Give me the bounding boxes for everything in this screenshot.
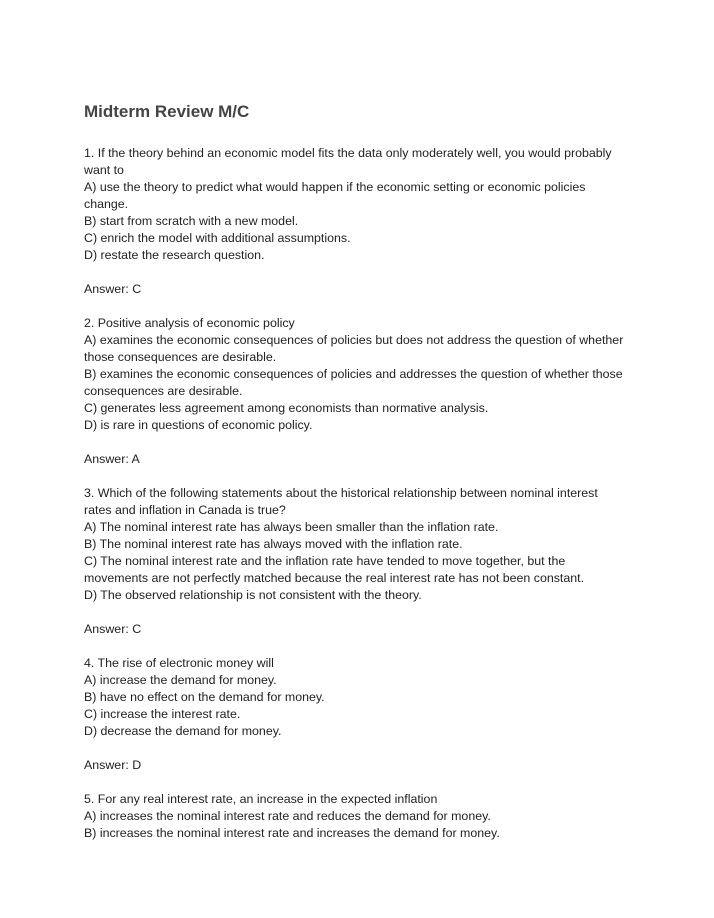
question-3 (84, 485, 628, 604)
question-4 (84, 655, 628, 740)
question-2 (84, 315, 628, 434)
question-stem: 4. The rise of electronic money will (84, 656, 274, 670)
question-1 (84, 145, 628, 264)
document-title: Midterm Review M/C (84, 102, 250, 121)
answer-2: Answer: A (84, 452, 140, 466)
option-b: B) start from scratch with a new model. (84, 214, 299, 228)
option-a: A) examines the economic consequences of policies but does not address the question of whether those consequences are desirable. (84, 333, 624, 364)
answer-1: Answer: C (84, 282, 142, 296)
option-a: A) use the theory to predict what would happen if the economic setting or economic policies change. (84, 180, 586, 211)
option-d: D) The observed relationship is not consistent with the theory. (84, 588, 422, 602)
option-c: C) The nominal interest rate and the inflation rate have tended to move together, but the movements are not perfectly matched because the real interest rate has not been constant. (84, 554, 585, 585)
option-b: B) examines the economic consequences of policies and addresses the question of whether those consequences are desirable. (84, 367, 623, 398)
question-5 (84, 791, 628, 842)
option-b: B) The nominal interest rate has always moved with the inflation rate. (84, 537, 463, 551)
question-stem: 1. If the theory behind an economic model fits the data only moderately well, you would probably want to (84, 146, 612, 177)
option-d: D) restate the research question. (84, 248, 265, 262)
option-d: D) decrease the demand for money. (84, 724, 282, 738)
document-body (84, 145, 628, 859)
option-b: B) increases the nominal interest rate and increases the demand for money. (84, 826, 500, 840)
question-stem: 5. For any real interest rate, an increase in the expected inflation (84, 792, 438, 806)
option-d: D) is rare in questions of economic policy. (84, 418, 313, 432)
option-b: B) have no effect on the demand for money. (84, 690, 325, 704)
option-c: C) enrich the model with additional assumptions. (84, 231, 351, 245)
option-c: C) generates less agreement among economists than normative analysis. (84, 401, 489, 415)
question-stem: 2. Positive analysis of economic policy (84, 316, 295, 330)
option-a: A) The nominal interest rate has always been smaller than the inflation rate. (84, 520, 499, 534)
answer-4: Answer: D (84, 758, 142, 772)
answer-3: Answer: C (84, 622, 142, 636)
option-a: A) increase the demand for money. (84, 673, 277, 687)
option-a: A) increases the nominal interest rate and reduces the demand for money. (84, 809, 491, 823)
question-stem: 3. Which of the following statements about the historical relationship between nominal interest rates and inflation in Canada is true? (84, 486, 598, 517)
option-c: C) increase the interest rate. (84, 707, 241, 721)
